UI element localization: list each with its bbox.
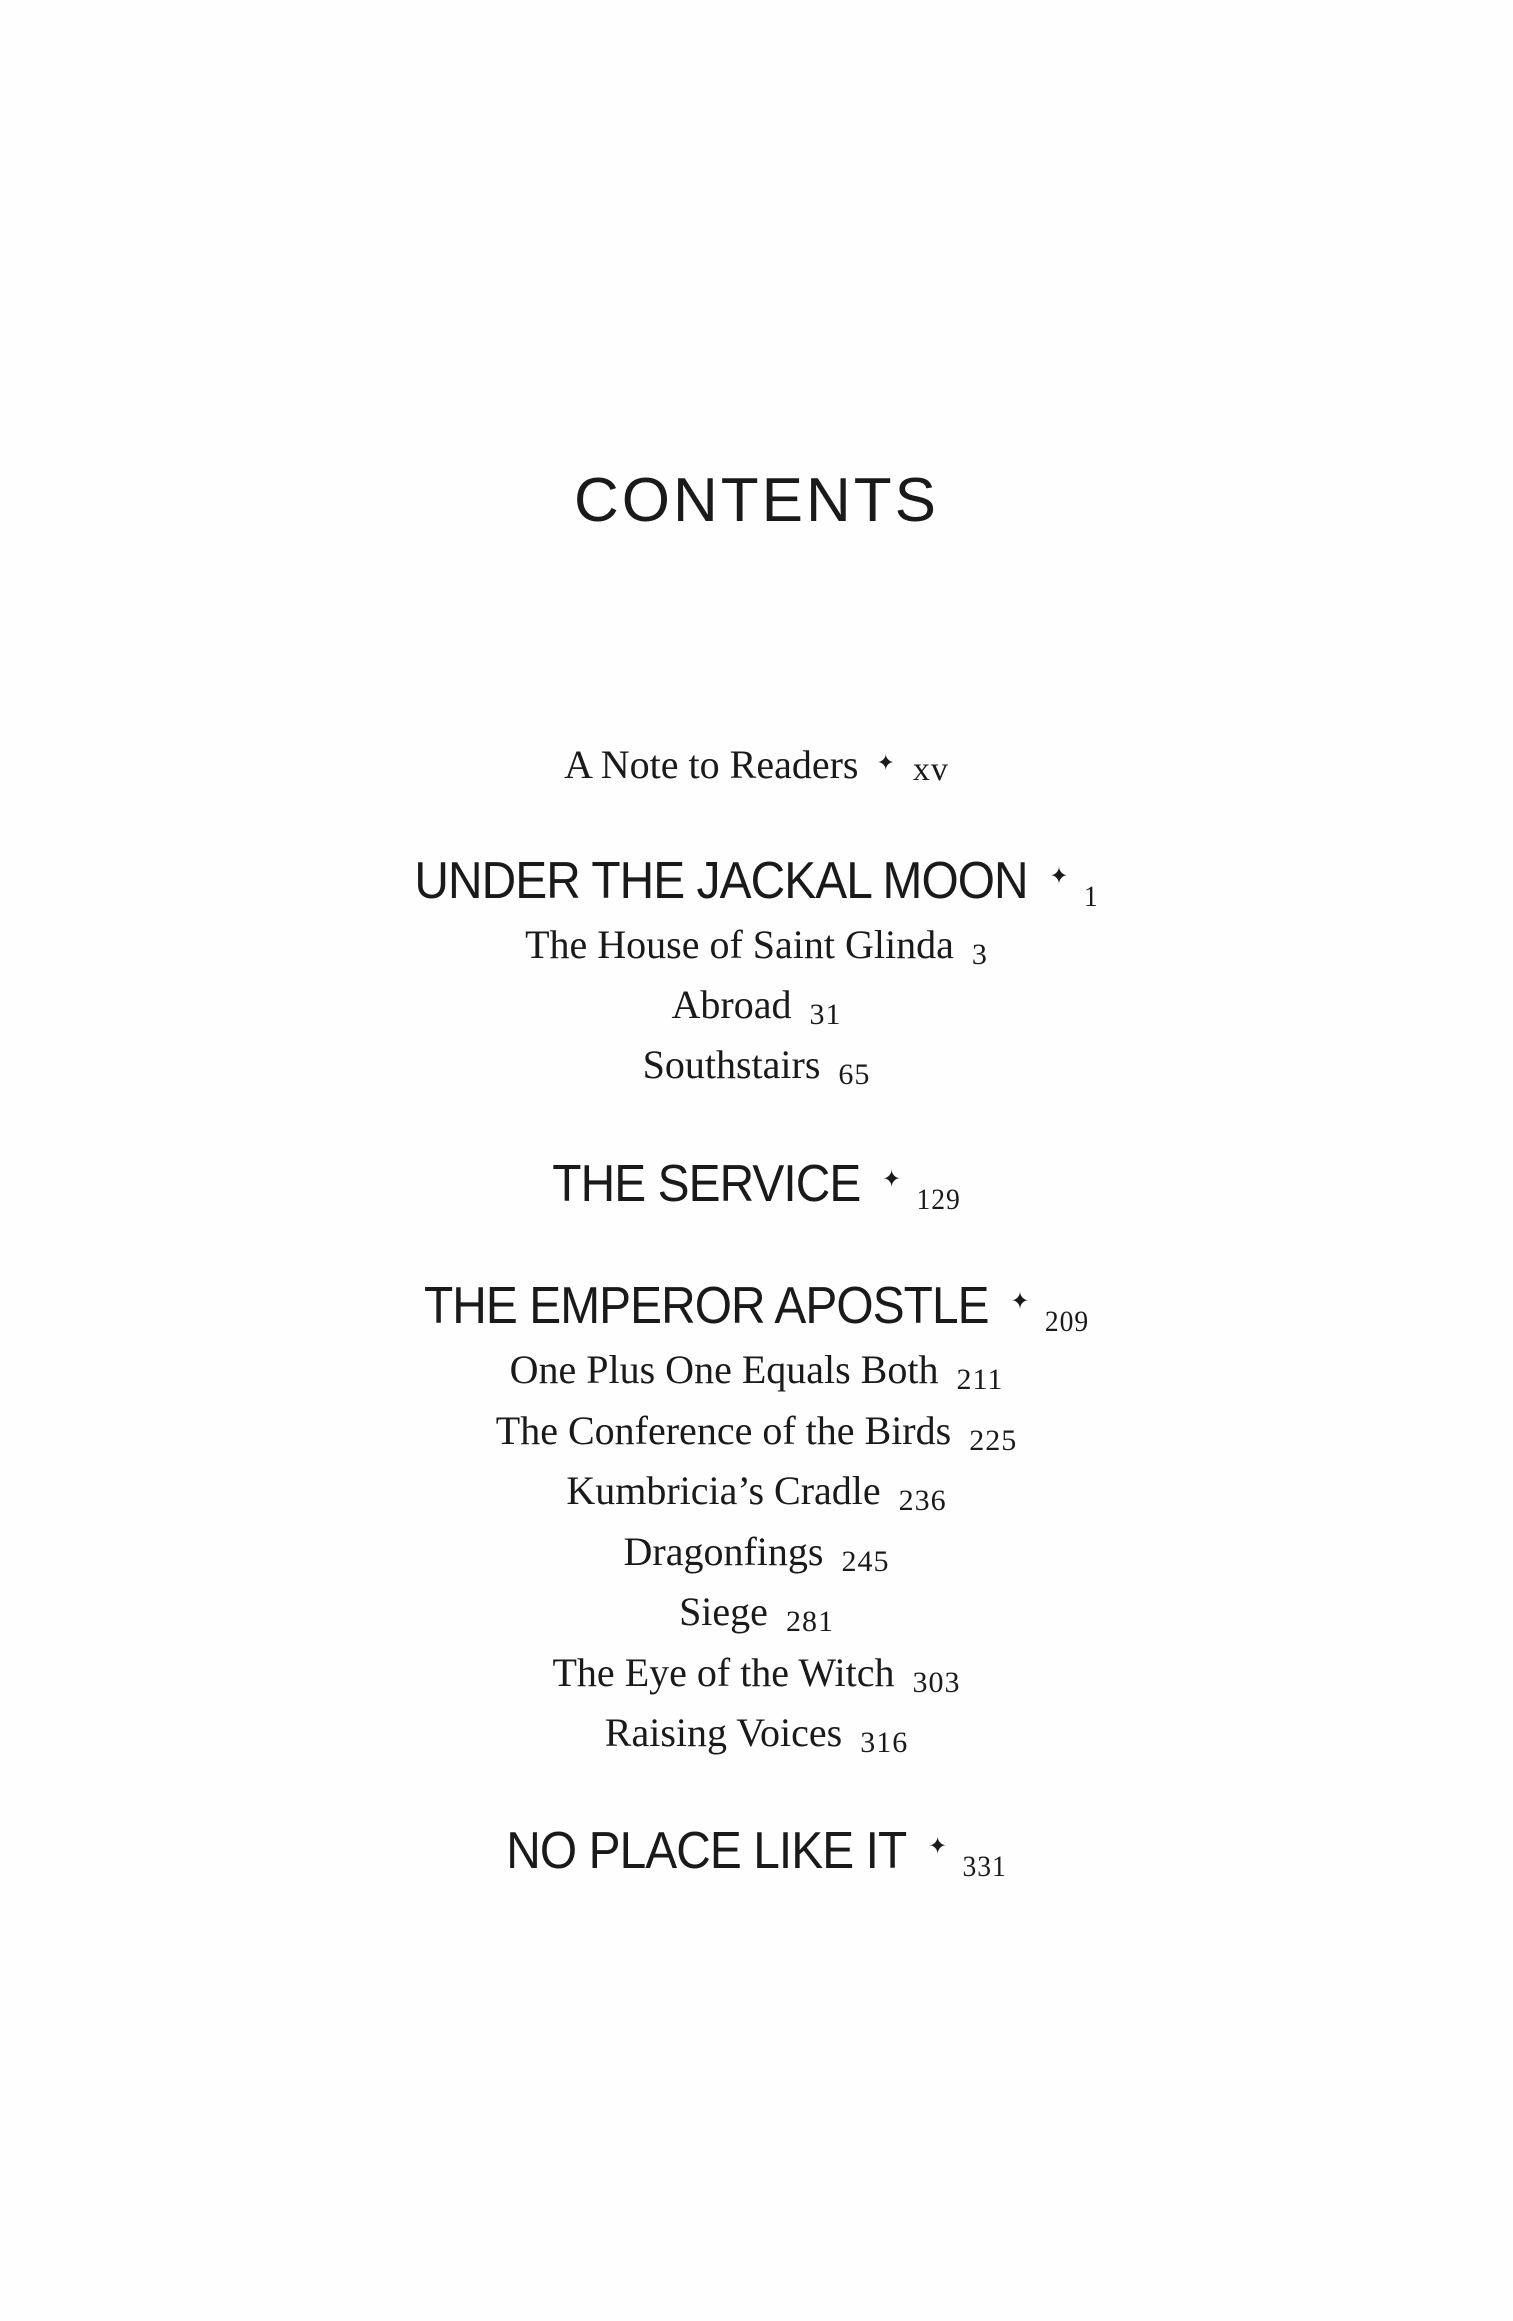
toc-chapter-label: Abroad <box>671 982 792 1027</box>
toc-part-entry[interactable] <box>61 852 1453 913</box>
toc-part-label: THE EMPEROR APOSTLE <box>423 1277 989 1335</box>
toc-chapter-entry[interactable] <box>0 1408 1513 1457</box>
toc-chapter-label: The Eye of the Witch <box>552 1650 895 1695</box>
toc-page-number: 65 <box>838 1058 871 1091</box>
toc-part-label: THE SERVICE <box>552 1155 861 1213</box>
toc-chapter-label: The House of Saint Glinda <box>525 922 954 967</box>
toc-chapter-label: Kumbricia’s Cradle <box>566 1468 881 1513</box>
toc-note-entry[interactable] <box>0 742 1513 788</box>
toc-chapter-entry[interactable] <box>0 1710 1513 1759</box>
toc-page-number: 225 <box>969 1424 1018 1457</box>
toc-part-label: UNDER THE JACKAL MOON <box>414 852 1028 910</box>
toc-page-number: 1 <box>1083 880 1099 913</box>
toc-chapter-label: The Conference of the Birds <box>495 1408 952 1453</box>
toc-part-entry[interactable] <box>61 1277 1453 1338</box>
toc-chapter-entry[interactable] <box>0 1589 1513 1638</box>
toc-page-number: 245 <box>841 1545 890 1578</box>
star-separator-icon: ✦ <box>928 1832 946 1860</box>
toc-chapter-entry[interactable] <box>0 1042 1513 1091</box>
toc-chapter-entry[interactable] <box>0 1468 1513 1517</box>
toc-page-number: 3 <box>971 938 988 971</box>
toc-page-number: 31 <box>809 998 842 1031</box>
toc-chapter-label: Siege <box>679 1589 768 1634</box>
toc-page-number: 303 <box>912 1666 961 1699</box>
page-title: CONTENTS <box>574 466 939 535</box>
toc-page-number: 236 <box>898 1484 947 1517</box>
toc-part-entry[interactable] <box>61 1155 1453 1216</box>
star-separator-icon: ✦ <box>876 751 895 776</box>
toc-page-number: 209 <box>1044 1305 1090 1338</box>
toc-page-number: xv <box>912 751 949 788</box>
toc-chapter-entry[interactable] <box>0 922 1513 971</box>
toc-chapter-entry[interactable] <box>0 1529 1513 1578</box>
star-separator-icon: ✦ <box>1010 1287 1029 1315</box>
toc-part-entry[interactable] <box>61 1822 1453 1883</box>
toc-chapter-label: Southstairs <box>642 1042 821 1087</box>
toc-page-number: 331 <box>962 1850 1007 1883</box>
toc-chapter-label: One Plus One Equals Both <box>509 1347 939 1392</box>
toc-entry-label: A Note to Readers <box>564 742 859 787</box>
toc-chapter-entry[interactable] <box>0 1347 1513 1396</box>
toc-page-number: 211 <box>956 1363 1004 1396</box>
toc-page-number: 129 <box>916 1183 961 1216</box>
toc-part-label: NO PLACE LIKE IT <box>506 1822 907 1880</box>
toc-chapter-label: Dragonfings <box>623 1529 824 1574</box>
star-separator-icon: ✦ <box>1049 862 1068 890</box>
toc-chapter-label: Raising Voices <box>604 1710 843 1755</box>
toc-chapter-entry[interactable] <box>0 1650 1513 1699</box>
star-separator-icon: ✦ <box>882 1165 900 1193</box>
toc-page-number: 316 <box>860 1726 909 1759</box>
toc-chapter-entry[interactable] <box>0 982 1513 1031</box>
toc-page-number: 281 <box>785 1605 834 1638</box>
